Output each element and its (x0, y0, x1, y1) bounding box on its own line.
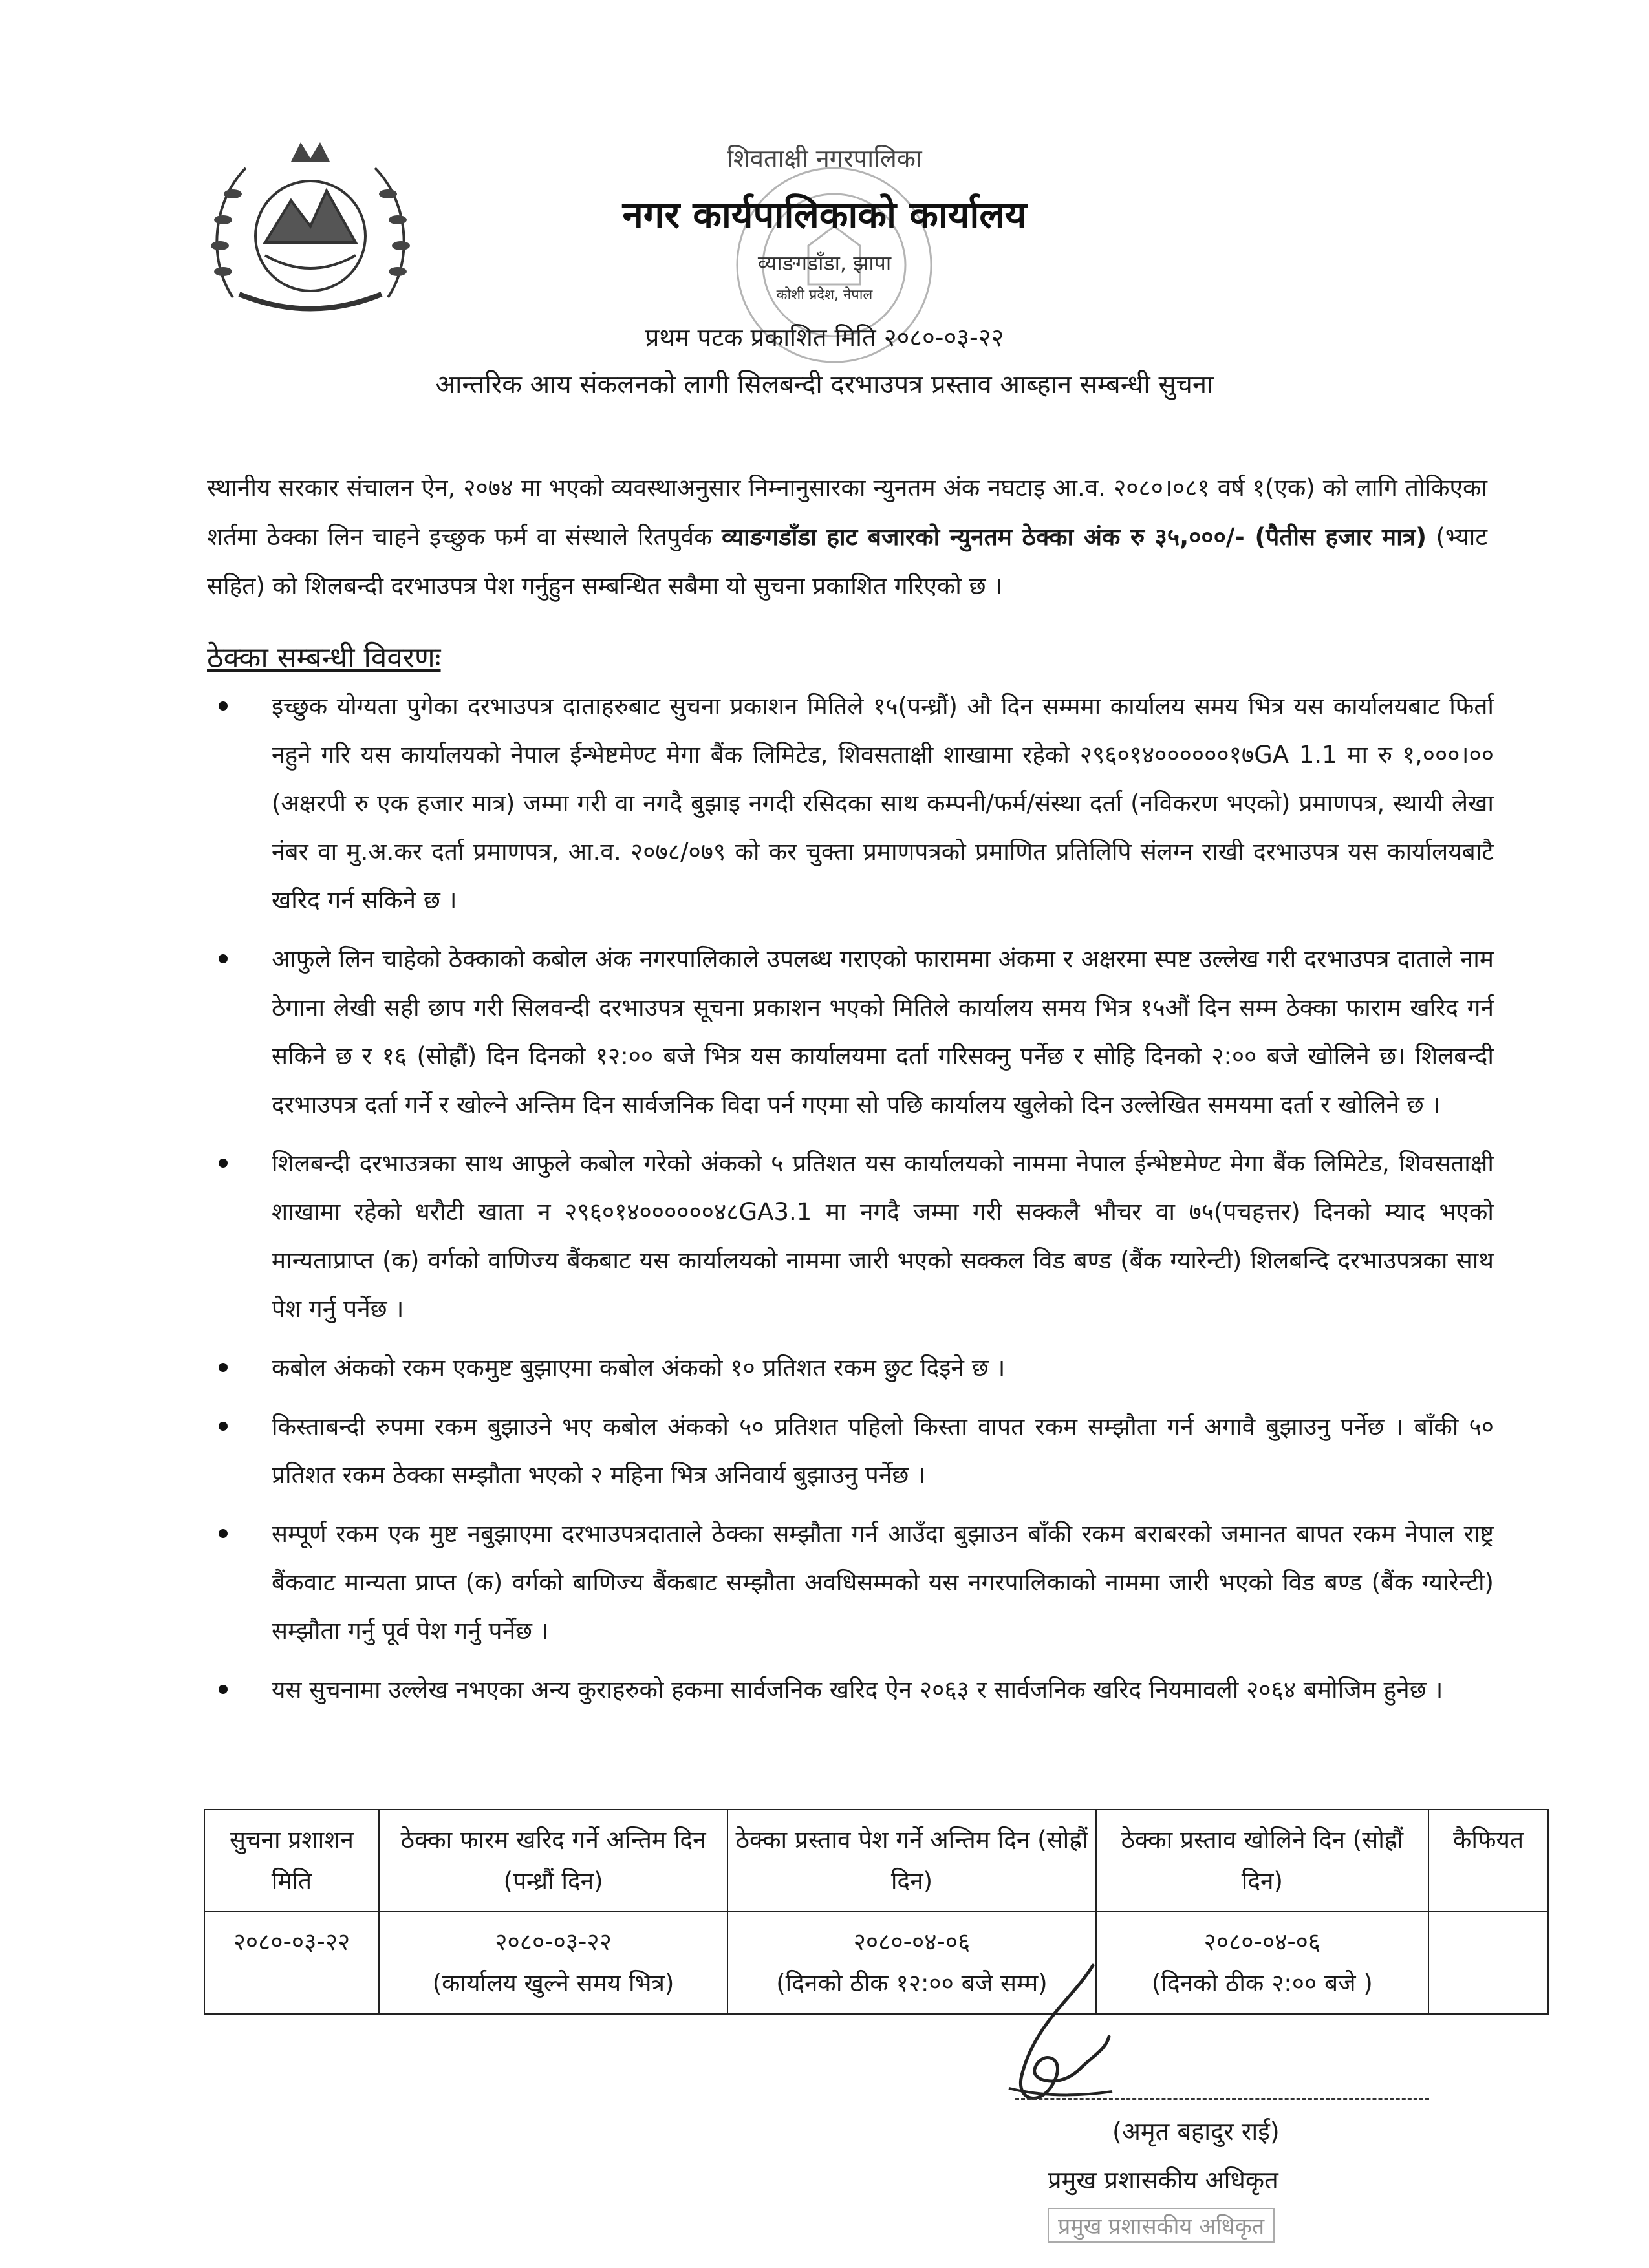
table-header: कैफियत (1428, 1810, 1548, 1912)
schedule-table (204, 1809, 1549, 2015)
office-title: नगर कार्यपालिकाको कार्यालय (622, 193, 1027, 237)
details-heading: ठेक्का सम्बन्धी विवरणः (207, 641, 441, 674)
table-cell: २०८०-०३-२२ (204, 1912, 379, 2014)
signature-icon (996, 1959, 1125, 2121)
list-item: शिलबन्दी दरभाउत्रका साथ आफुले कबोल गरेको अंकको ५ प्रतिशत यस कार्यालयको नाममा नेपाल ईन्भेष्टमेण्ट मेगा बैंक लिमिटेड, शिवसताक्षी शाखामा रहेको धरौटी खाता न २९६०१४००००००४८GA3.1 मा नगदै जम्मा गरी सक्कलै भौचर वा ७५(पचहत्तर) दिनको म्याद भएको मान्यताप्राप्त (क) वर्गको वाणिज्य बैंकबाट यस कार्यालयको नाममा जारी भएको सक्कल विड बण्ड (बैंक ग्यारेन्टी) शिलबन्दि दरभाउपत्रका साथ पेश गर्नु पर्नेछ । (207, 1139, 1494, 1333)
table-header-row (204, 1810, 1548, 1912)
office-address: व्याङगडाँडा, झापा (757, 251, 892, 275)
signatory-title: प्रमुख प्रशासकीय अधिकृत (1048, 2166, 1278, 2194)
office-province: कोशी प्रदेश, नेपाल (776, 287, 873, 303)
table-cell: २०८०-०४-०६ (दिनको ठीक २:०० बजे ) (1096, 1912, 1428, 2014)
table-header: सुचना प्रशाशन मिति (204, 1810, 379, 1912)
list-item: कबोल अंकको रकम एकमुष्ट बुझाएमा कबोल अंकको १० प्रतिशत रकम छुट दिइने छ । (207, 1343, 1494, 1392)
notice-subject: आन्तरिक आय संकलनको लागी सिलबन्दी दरभाउपत्र प्रस्ताव आब्हान सम्बन्धी सुचना (435, 370, 1214, 400)
list-item: सम्पूर्ण रकम एक मुष्ट नबुझाएमा दरभाउपत्रदाताले ठेक्का सम्झौता गर्न आउँदा बुझाउन बाँकी रकम बराबरको जमानत बापत रकम नेपाल राष्ट्र बैंकवाट मान्यता प्राप्त (क) वर्गको बाणिज्य बैंकबाट सम्झौता अवधिसम्मको यस नगरपालिकाको नाममा जारी भएको विड बण्ड (बैंक ग्यारेन्टी) सम्झौता गर्नु पूर्व पेश गर्नु पर्नेछ । (207, 1510, 1494, 1655)
list-item: किस्ताबन्दी रुपमा रकम बुझाउने भए कबोल अंकको ५० प्रतिशत पहिलो किस्ता वापत रकम सम्झौता गर्न अगावै बुझाउनु पर्नेछ । बाँकी ५० प्रतिशत रकम ठेक्का सम्झौता भएको २ महिना भित्र अनिवार्य बुझाउनु पर्नेछ । (207, 1402, 1494, 1499)
table-header: ठेक्का फारम खरिद गर्ने अन्तिम दिन (पन्ध्रौं दिन) (379, 1810, 727, 1912)
table-cell: २०८०-०३-२२ (कार्यालय खुल्ने समय भित्र) (379, 1912, 727, 2014)
signature-line (1015, 2098, 1429, 2100)
table-cell: २०८०-०४-०६ (दिनको ठीक १२:०० बजे सम्म) (727, 1912, 1095, 2014)
intro-bold-amount: व्याङगडाँडा हाट बजारको न्युनतम ठेक्का अंक रु ३५,०००/- (पैतीस हजार मात्र) (721, 523, 1427, 551)
table-cell (1428, 1912, 1548, 2014)
table-header: ठेक्का प्रस्ताव पेश गर्ने अन्तिम दिन (सोह्रौं दिन) (727, 1810, 1095, 1912)
designation-stamp: प्रमुख प्रशासकीय अधिकृत (1048, 2208, 1275, 2243)
municipality-name: शिवताक्षी नगरपालिका (727, 144, 922, 173)
list-item: आफुले लिन चाहेको ठेक्काको कबोल अंक नगरपालिकाले उपलब्ध गराएको फाराममा अंकमा र अक्षरमा स्पष्ट उल्लेख गरी दरभाउपत्र दाताले नाम ठेगाना लेखी सही छाप गरी सिलवन्दी दरभाउपत्र सूचना प्रकाशन भएको मितिले कार्यालय समय भित्र १५औं दिन सम्म ठेक्का फाराम खरिद गर्न सकिने छ र १६ (सोह्रौं) दिन दिनको १२:०० बजे भित्र यस कार्यालयमा दर्ता गरिसक्नु पर्नेछ र सोहि दिनको २:०० बजे खोलिने छ। शिलबन्दी दरभाउपत्र दर्ता गर्ने र खोल्ने अन्तिम दिन सार्वजनिक विदा पर्न गएमा सो पछि कार्यालय खुलेको दिन उल्लेखित समयमा दर्ता र खोलिने छ । (207, 935, 1494, 1129)
intro-text-2: (भ्याट सहित) को शिलबन्दी दरभाउपत्र पेश गर्नुहुन सम्बन्धित सबैमा यो सुचना प्रकाशित गरिएको छ । (207, 523, 1487, 600)
list-item: इच्छुक योग्यता पुगेका दरभाउपत्र दाताहरुबाट सुचना प्रकाशन मितिले १५(पन्ध्रौं) औ दिन सम्ममा कार्यालय समय भित्र यस कार्यालयबाट फिर्ता नहुने गरि यस कार्यालयको नेपाल ईन्भेष्टमेण्ट मेगा बैंक लिमिटेड, शिवसताक्षी शाखामा रहेको २९६०१४००००००१७GA 1.1 मा रु १,०००।०० (अक्षरपी रु एक हजार मात्र) जम्मा गरी वा नगदै बुझाइ नगदी रसिदका साथ कम्पनी/फर्म/संस्था दर्ता (नविकरण भएको) प्रमाणपत्र, स्थायी लेखा नंबर वा मु.अ.कर दर्ता प्रमाणपत्र, आ.व. २०७८/०७९ को कर चुक्ता प्रमाणपत्रको प्रमाणित प्रतिलिपि संलग्न राखी दरभाउपत्र यस कार्यालयबाटै खरिद गर्न सकिने छ । (207, 682, 1494, 925)
intro-paragraph (207, 464, 1487, 611)
table-row (204, 1912, 1548, 2014)
signatory-name: (अमृत बहादुर राई) (1112, 2117, 1280, 2146)
published-date: प्रथम पटक प्रकाशित मिति २०८०-०३-२२ (645, 323, 1004, 352)
intro-text-1: स्थानीय सरकार संचालन ऐन, २०७४ मा भएको व्यवस्थाअनुसार निम्नानुसारका न्युनतम अंक नघटाइ आ.व. २०८०।०८१ वर्ष १(एक) को लागि तोकिएका शर्तमा ठेक्का लिन चाहने इच्छुक फर्म वा संस्थाले रितपुर्वक (207, 474, 1487, 551)
list-item: यस सुचनामा उल्लेख नभएका अन्य कुराहरुको हकमा सार्वजनिक खरिद ऐन २०६३ र सार्वजनिक खरिद नियमावली २०६४ बमोजिम हुनेछ । (207, 1665, 1494, 1714)
conditions-list (207, 682, 1494, 1724)
table-header: ठेक्का प्रस्ताव खोलिने दिन (सोह्रौं दिन) (1096, 1810, 1428, 1912)
